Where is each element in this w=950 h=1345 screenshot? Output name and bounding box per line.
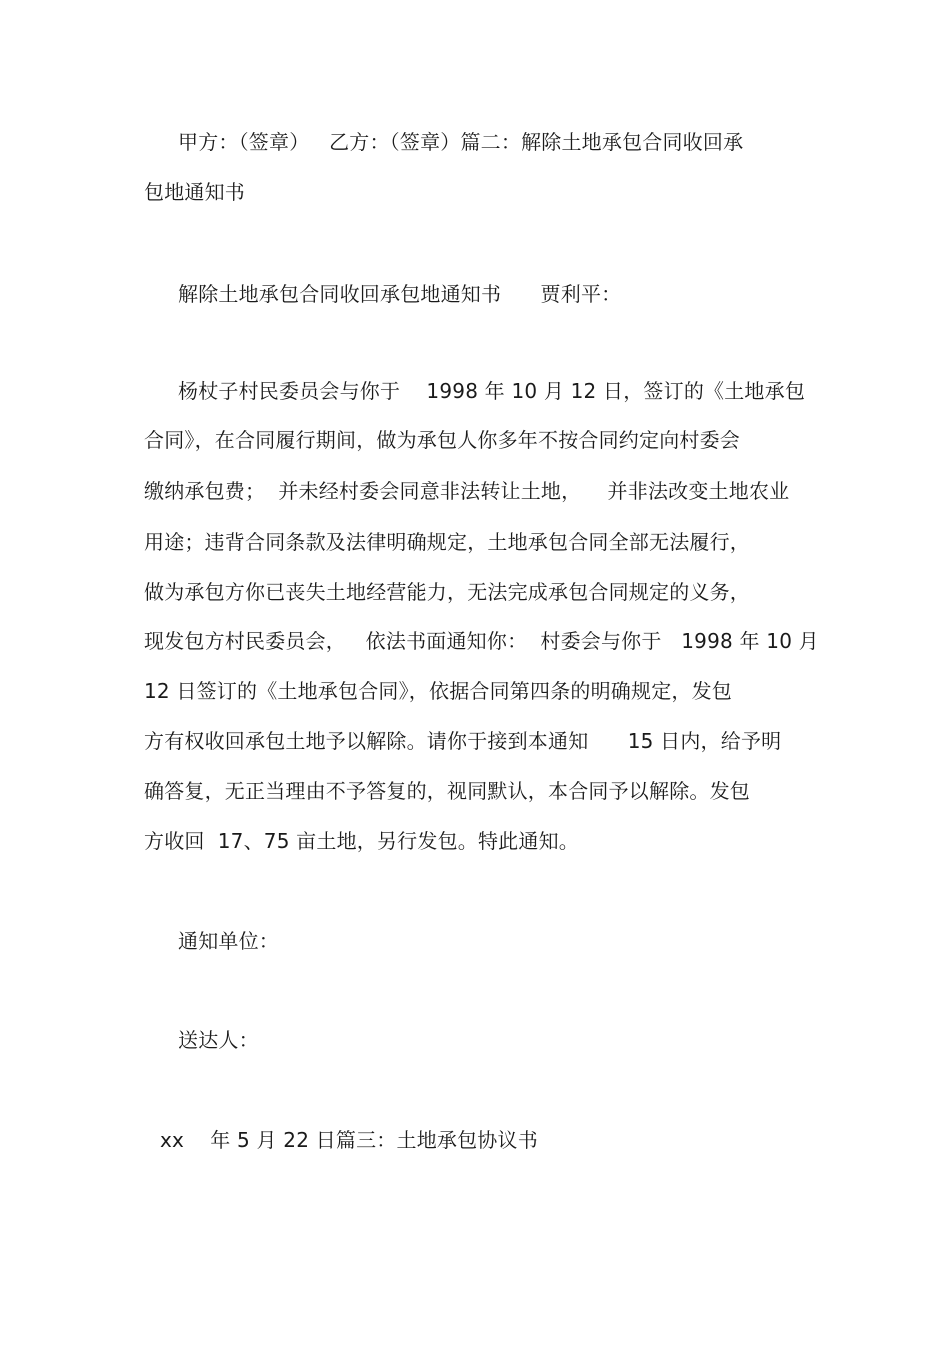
body-line-7: 12 日签订的《土地承包合同》，依据合同第四条的明确规定，发包: [144, 679, 733, 703]
body-line-9: 确答复，无正当理由不予答复的，视同默认，本合同予以解除。发包: [144, 779, 750, 803]
body-line-2: 合同》，在合同履行期间，做为承包人你多年不按合同约定向村委会: [144, 428, 740, 452]
notice-heading: 解除土地承包合同收回承包地通知书 贾利平：: [178, 282, 622, 306]
body-line-6: 现发包方村民委员会， 依法书面通知你： 村委会与你于 1998 年 10 月: [144, 629, 819, 653]
section1-line1: 甲方：（签章） 乙方：（签章）篇二：解除土地承包合同收回承: [178, 130, 744, 154]
section1-line2: 包地通知书: [144, 180, 245, 204]
body-line-5: 做为承包方你已丧失土地经营能力，无法完成承包合同规定的义务，: [144, 580, 750, 604]
delivery-label: 送达人：: [178, 1028, 259, 1052]
body-line-8: 方有权收回承包土地予以解除。请你于接到本通知 15 日内，给予明: [144, 729, 782, 753]
date-line: xx 年 5 月 22 日篇三：土地承包协议书: [160, 1128, 538, 1152]
notice-unit-label: 通知单位：: [178, 929, 279, 953]
body-line-1: 杨杖子村民委员会与你于 1998 年 10 月 12 日，签订的《土地承包: [178, 379, 806, 403]
body-line-10: 方收回 17、75 亩土地，另行发包。特此通知。: [144, 829, 579, 853]
body-line-4: 用途；违背合同条款及法律明确规定，土地承包合同全部无法履行，: [144, 530, 750, 554]
body-line-3: 缴纳承包费； 并未经村委会同意非法转让土地， 并非法改变土地农业: [144, 479, 790, 503]
